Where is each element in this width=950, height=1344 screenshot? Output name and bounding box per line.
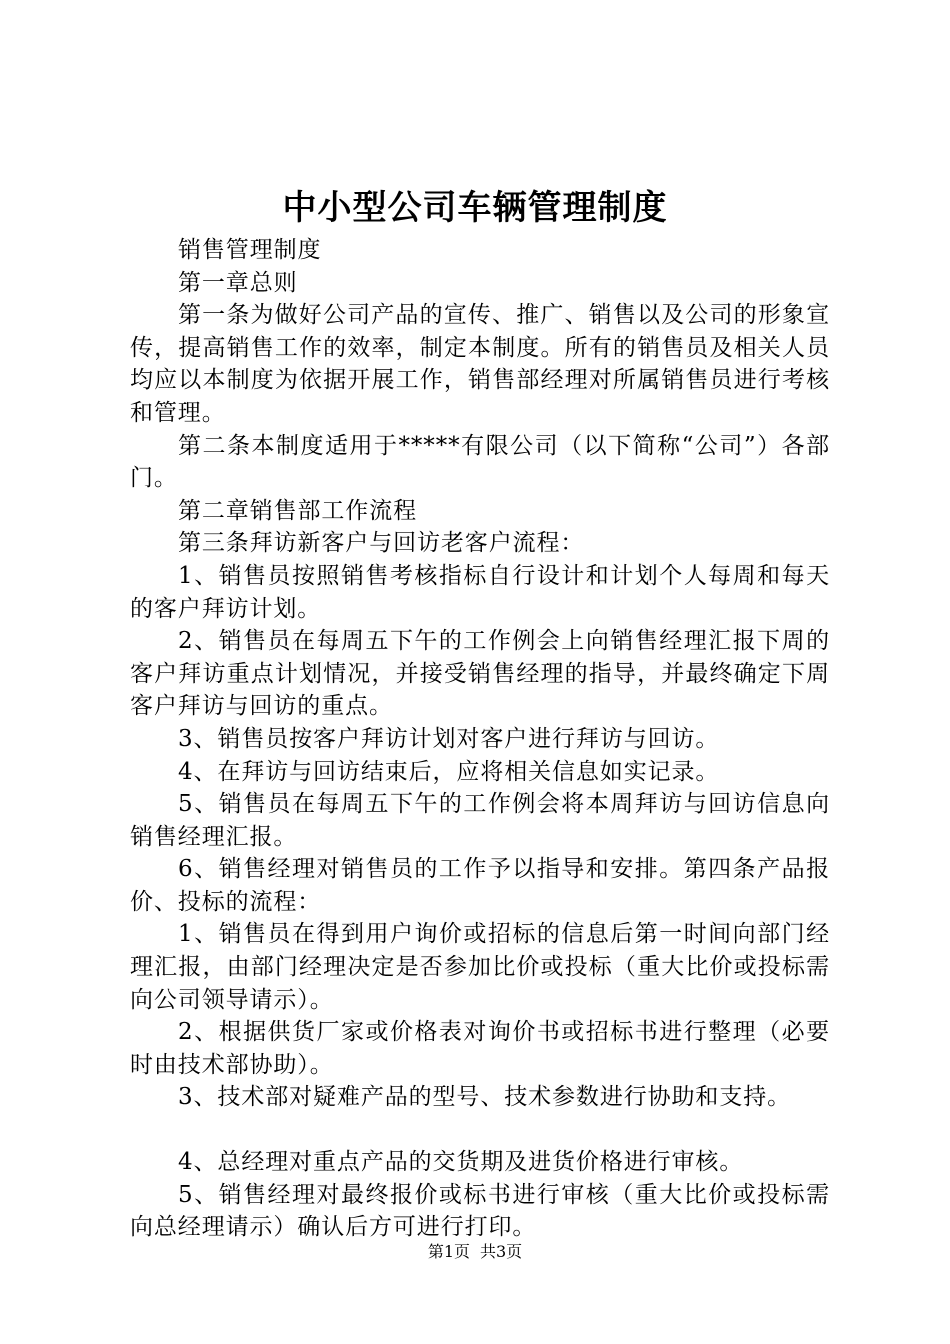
paragraph-chapter-2: 第二章销售部工作流程 — [178, 497, 417, 524]
paragraph-item: 2、销售员在每周五下午的工作例会上向销售经理汇报下周的客户拜访重点计划情况，并接受销售经理的指导，并最终确定下周客户拜访与回访的重点。 — [130, 628, 830, 720]
paragraph-article-2: 第二条本制度适用于*****有限公司（以下简称“公司”）各部门。 — [130, 432, 830, 492]
paragraph-item: 3、技术部对疑难产品的型号、技术参数进行协助和支持。 — [178, 1084, 792, 1111]
page-number-current: 第1页 — [427, 1242, 470, 1261]
paragraph-item: 5、销售经理对最终报价或标书进行审核（重大比价或投标需向总经理请示）确认后方可进行打印。 — [130, 1181, 830, 1241]
document-body — [130, 234, 830, 1244]
paragraph-article-3: 第三条拜访新客户与回访老客户流程： — [178, 530, 585, 557]
paragraph-item: 3、销售员按客户拜访计划对客户进行拜访与回访。 — [178, 725, 720, 752]
paragraph-item: 1、销售员按照销售考核指标自行设计和计划个人每周和每天的客户拜访计划。 — [130, 562, 830, 622]
paragraph-item: 6、销售经理对销售员的工作予以指导和安排。第四条产品报价、投标的流程： — [130, 856, 830, 915]
page-number-total: 共3页 — [480, 1242, 523, 1261]
paragraph-item: 4、在拜访与回访结束后，应将相关信息如实记录。 — [178, 758, 720, 785]
paragraph-item: 5、销售员在每周五下午的工作例会将本周拜访与回访信息向销售经理汇报。 — [130, 791, 830, 850]
page-footer — [0, 1241, 950, 1263]
paragraph-article-1: 第一条为做好公司产品的宣传、推广、销售以及公司的形象宣传，提高销售工作的效率，制定本制度。所有的销售员及相关人员均应以本制度为依据开展工作，销售部经理对所属销售员进行考核和管理。 — [130, 302, 830, 426]
paragraph-item: 1、销售员在得到用户询价或招标的信息后第一时间向部门经理汇报，由部门经理决定是否参加比价或投标（重大比价或投标需向公司领导请示）。 — [130, 921, 830, 1013]
document-title: 中小型公司车辆管理制度 — [282, 188, 668, 228]
paragraph-section-heading: 销售管理制度 — [178, 237, 322, 263]
paragraph-chapter-1: 第一章总则 — [178, 269, 298, 296]
paragraph-item: 4、总经理对重点产品的交货期及进货价格进行审核。 — [178, 1149, 744, 1176]
paragraph-item: 2、根据供货厂家或价格表对询价书或招标书进行整理（必要时由技术部协助）。 — [130, 1019, 830, 1078]
